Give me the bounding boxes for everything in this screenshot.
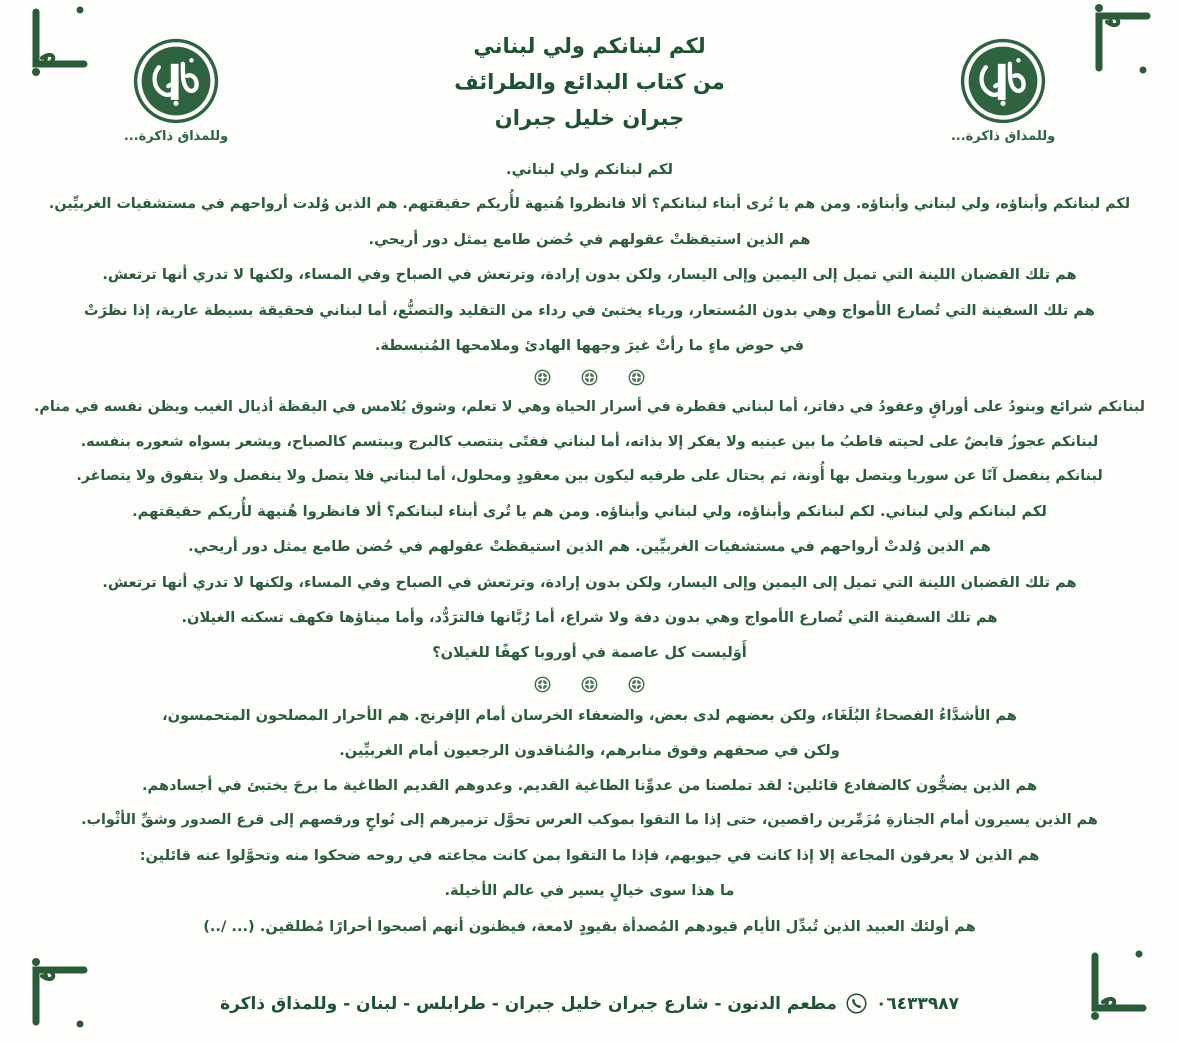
footer-address: مطعم الدنون - شارع جبران خليل جبران - طرابلس - لبنان - وللمذاق ذاكرة: [220, 993, 837, 1014]
body-line: هم أولئك العبيد الذين تُبدِّل الأيام قيودهم المُصدأة بقيودٍ لامعة، فيظنون أنهم أصبحوا أحرارًا مُطلقين. (... /..): [203, 917, 976, 935]
body-line: هم الذين استيقظتْ عقولهم في حُضن طامع يمثل دور أريحي.: [368, 230, 811, 248]
dannoun-circular-logo-icon: [133, 38, 219, 124]
body-line: هم تلك السفينة التي تُصارع الأمواج وهي بدون المُستعار، ورياء يختبئ في رداء من التقليد والتصنُّع، أما لبناني فحقيقة بسيطة عارية، إذا نظرَتْ: [84, 301, 1095, 319]
body-line: لكم لبنانكم ولي لبناني.: [506, 161, 673, 178]
floral-roundel-ornament-icon: [534, 369, 551, 386]
paragraph-block: [14, 390, 1165, 670]
poster-title-block: [256, 12, 923, 136]
body-line: هم تلك السفينة التي تُصارع الأمواج وهي بدون دفة ولا شراع، أما رُبَّانها فالترَدُّد، وأما ميناؤها فكهف تسكنه الغيلان.: [181, 608, 998, 626]
logo-right: [96, 12, 256, 144]
body-line: أَوَليست كل عاصمة في أوروبا كهفًا للغيلان؟: [432, 644, 747, 662]
poster-footer: [0, 993, 1179, 1014]
body-line: هم تلك القضبان اللينة التي تميل إلى اليمين وإلى اليسار، ولكن بدون إرادة، وترتعش في الصباح وفي المساء، ولكنها لا تدري أنها ترتعش.: [102, 573, 1077, 591]
corner-bracket-bottom-left-icon: [22, 956, 94, 1028]
body-line: لبنانكم شرائع وبنودُ على أوراقٍ وعقودُ في دفاتر، أما لبناني فقطرة في أسرار الحياة وهي لا تعلم، وشوق يُلامس في اليقظة أذيال الغيب ويظن نفسه في منام.: [33, 399, 1146, 416]
paragraph-block: [14, 187, 1165, 363]
body-line: لكم لبنانكم ولي لبناني. لكم لبنانكم وأبناؤه، ولي لبناني وأبناؤه. ومن هم يا تُرى أبناء لبنانكم؟ ألا فانظروا هُنيهة لأُريكم حقيقتهم.: [132, 502, 1047, 520]
body-line: هم الذين يضجُّون كالضفادع قائلين: لقد تملصنا من عدوِّنا الطاغية القديم. وعدوهم القديم الطاغية ما برحَ يختبئ في أجسادهم.: [141, 777, 1038, 795]
ornament-separator: [14, 674, 1165, 696]
paragraph-block: [14, 698, 1165, 944]
body-line: لبنانكم ينفصل آنًا عن سوريا ويتصل بها أُونة، ثم يحتال على طرفيه ليكون بين معقودٍ ومحلول، أما لبناني فلا يتصل ولا ينفصل ولا يتفوق ولا يتصاغر.: [76, 468, 1103, 485]
logo-left: [923, 12, 1083, 144]
body-line: ما هذا سوى خيالٍ يسير في عالم الأخيلة.: [444, 882, 735, 900]
body-line: ولكن في صحفهم وفوق منابرهم، والمُناقدون الرجعيون أمام الغربيِّين.: [339, 741, 840, 759]
page-title: لكم لبنانكم ولي لبناني: [473, 34, 706, 58]
footer-phone-number: ٠٦٤٣٣٩٨٧: [875, 993, 959, 1014]
poster-body: [0, 152, 1179, 944]
floral-roundel-ornament-icon: [581, 369, 598, 386]
logo-right-tagline: وللمذاق ذاكرة...: [123, 129, 229, 144]
paragraph-block: [14, 152, 1165, 187]
poster-header: [0, 0, 1179, 150]
body-line: هم تلك القضبان اللينة التي تميل إلى اليمين وإلى اليسار، ولكن بدون إرادة، وترتعش في الصباح وفي المساء، ولكنها لا تدري أنها ترتعش.: [102, 266, 1077, 284]
logo-left-tagline: وللمذاق ذاكرة...: [950, 129, 1056, 144]
title-source: من كتاب البدائع والطرائف: [454, 70, 725, 95]
body-line: لكم لبنانكم وأبناؤه، ولي لبناني وأبناؤه. ومن هم يا تُرى أبناء لبنانكم؟ ألا فانظروا هُنيهة لأُريكم حقيقتهم. هم الذين وُلدت أرواحهم في مستشفيات الغربيِّين.: [48, 196, 1131, 213]
dannoun-circular-logo-icon: [960, 38, 1046, 124]
title-author: جبران خليل جبران: [494, 106, 685, 131]
ornament-separator: [14, 366, 1165, 388]
telephone-icon: [846, 993, 867, 1014]
body-line: في حوض ماءٍ ما رأتْ غيرَ وجهها الهادئ وملامحها المُنبسطة.: [374, 336, 805, 354]
floral-roundel-ornament-icon: [534, 676, 551, 693]
body-line: لبنانكم عجوزُ قابضٌ على لحيته قاطبُ ما بين عينيه ولا يفكر إلا بذاته، أما لبناني ففتًى ينتصب كالبرج ويبتسم كالصباح، ويشعر بسواه شعوره بنفسه.: [80, 433, 1099, 450]
floral-roundel-ornament-icon: [581, 676, 598, 693]
body-line: هم الذين يسيرون أمام الجنازةِ مُزَمِّرين راقصين، حتى إذا ما التقوا بموكب العرس تحوَّل تزميرهم إلى نُواحٍ ورقصهم إلى قرع الصدور وشقِّ الأثْواب.: [81, 812, 1098, 829]
body-line: هم الأشدَّاءُ الفصحاءُ البُلَغَاء، ولكن بعضهم لدى بعض، والضعفاء الخرسان أمام الإفرنج. هم الأحرار المصلحون المتحمسون،: [162, 706, 1017, 724]
floral-roundel-ornament-icon: [628, 676, 645, 693]
body-line: هم الذين وُلدتْ أرواحهم في مستشفيات الغربيِّين. هم الذين استيقظتْ عقولهم في حُضن طامع يمثل دور أريحي.: [188, 538, 991, 556]
floral-roundel-ornament-icon: [628, 369, 645, 386]
body-line: هم الذين لا يعرفون المجاعة إلا إذا كانت في جيوبهم، فإذا ما التقوا بمن كانت مجاعته في روحه ضحكوا منه وتحوَّلوا عنه قائلين:: [139, 847, 1040, 865]
